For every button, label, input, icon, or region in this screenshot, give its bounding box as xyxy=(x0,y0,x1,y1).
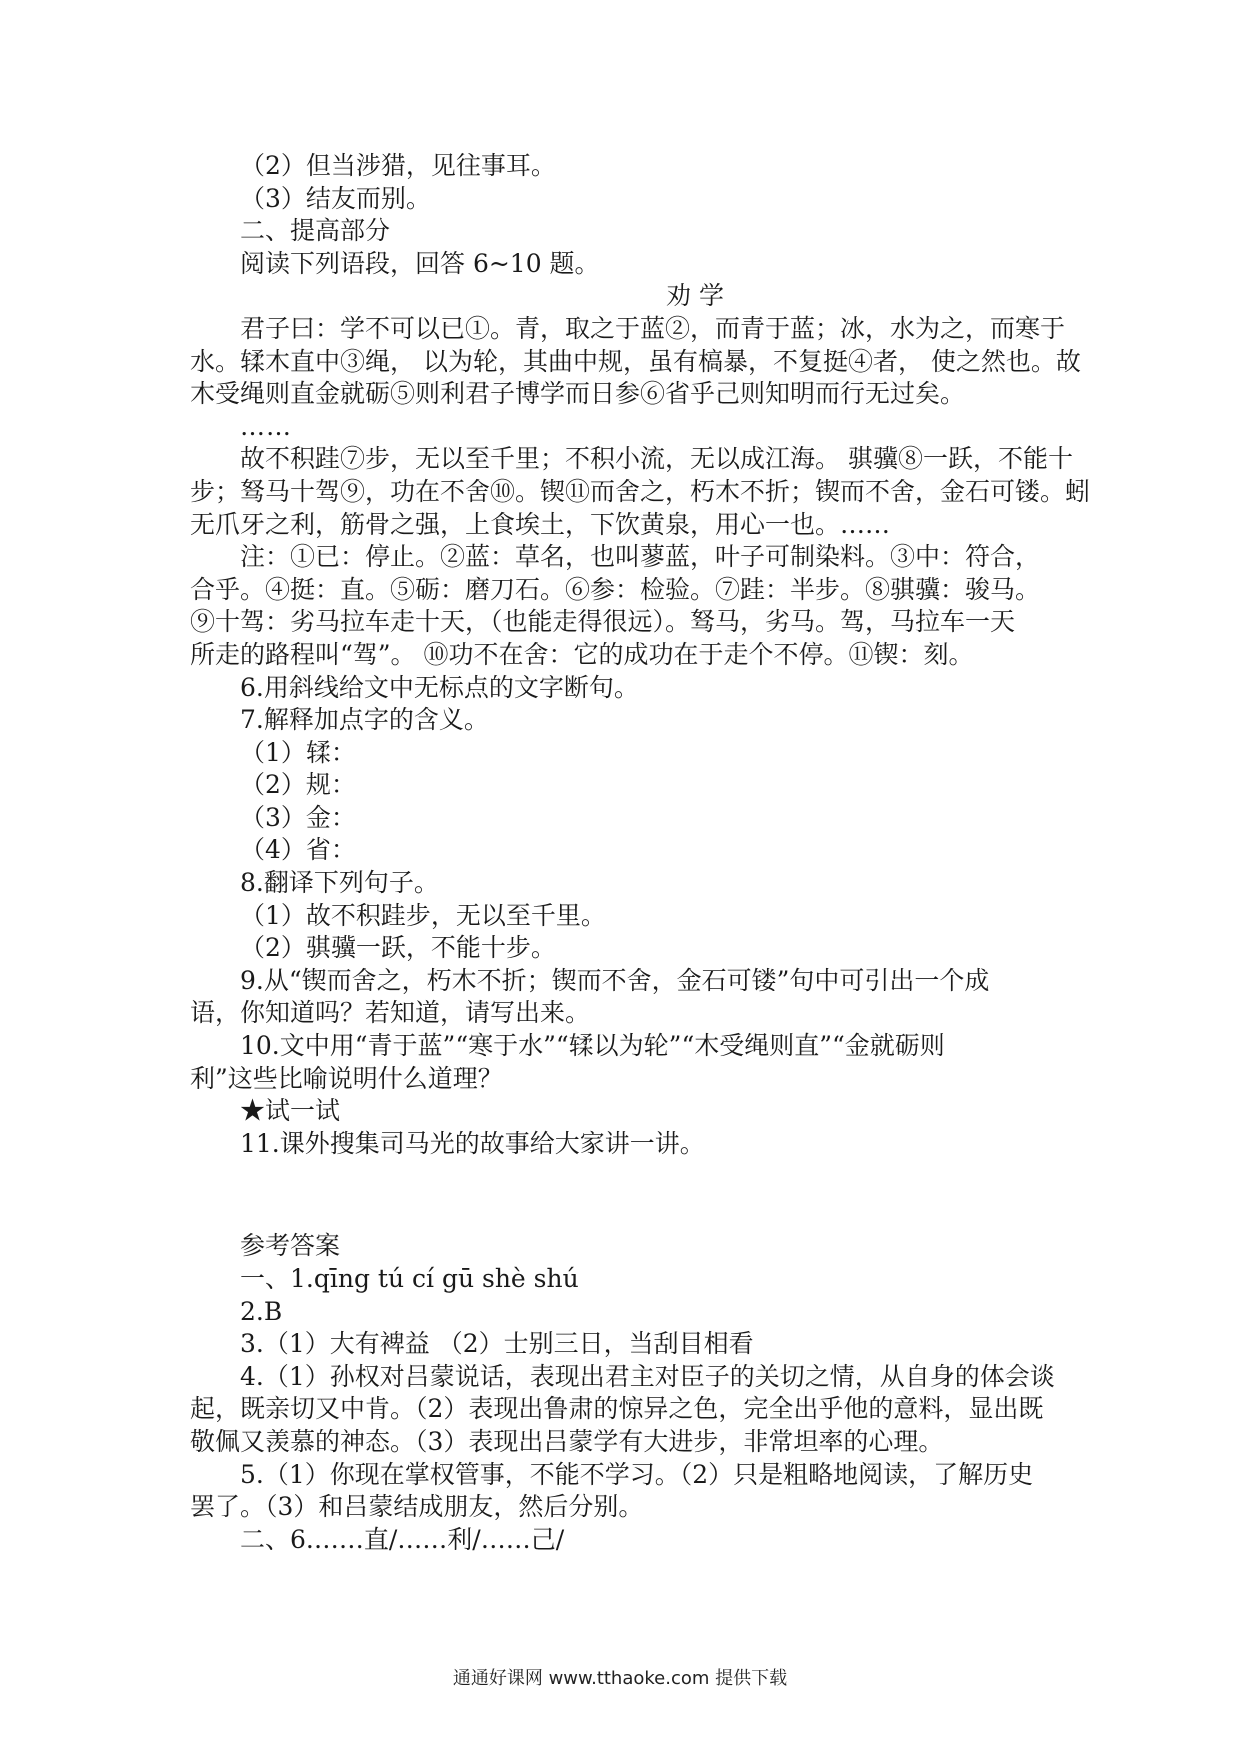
text-line: （2）规： xyxy=(240,770,356,800)
text-line: 一、1.qīng tú cí gū shè shú xyxy=(240,1264,579,1293)
text-line: 参考答案 xyxy=(240,1231,341,1261)
text-line: 木受绳则直金就砺⑤则利君子博学而日参⑥省乎己则知明而行无过矣。 xyxy=(190,379,966,409)
text-line: 2.B xyxy=(240,1296,283,1326)
text-line: （2）但当涉猎，见往事耳。 xyxy=(240,151,556,180)
text-line: 7.解释加点字的含义。 xyxy=(240,705,489,735)
document-body xyxy=(190,150,1091,1556)
text-line: 故不积跬⑦步，无以至千里；不积小流，无以成江海。 骐骥⑧一跃，不能十 xyxy=(240,444,1073,474)
text-line: 利”这些比喻说明什么道理？ xyxy=(190,1063,503,1093)
text-line: 无爪牙之利，筋骨之强，上食埃土，下饮黄泉，用心一也。…… xyxy=(190,509,891,539)
text-line: （2）骐骥一跃，不能十步。 xyxy=(240,933,556,963)
text-line: 阅读下列语段，回答 6~10 题。 xyxy=(240,248,600,278)
text-line: 10.文中用“青于蓝”“寒于水”“𫐓以为轮”“木受绳则直”“金就砺则 xyxy=(240,1031,945,1061)
text-line: （3）结友而别。 xyxy=(240,183,431,213)
text-line: 所走的路程叫“驾”。 ⑩功不在舍：它的成功在于走个不停。⑪锲：刻。 xyxy=(190,639,974,669)
text-line: 3.（1）大有裨益 （2）士别三日，当刮目相看 xyxy=(240,1329,754,1359)
text-line: 水。𫐓木直中③绳， 以为轮，其曲中规，虽有槁暴，不复挺④者， 使之然也。故 xyxy=(190,346,1081,376)
text-line: （1）故不积跬步，无以至千里。 xyxy=(240,900,606,930)
text-line: 君子曰：学不可以已①。青，取之于蓝②，而青于蓝；冰，水为之，而寒于 xyxy=(240,313,1066,343)
text-line: 语，你知道吗？若知道，请写出来。 xyxy=(190,998,591,1028)
page-footer: 通通好课网 www.tthaoke.com 提供下载 xyxy=(452,1668,788,1689)
text-line: （1）𫐓： xyxy=(240,737,356,767)
text-line: …… xyxy=(240,411,292,441)
text-line: 二、6.……直/……利/……己/ xyxy=(240,1524,565,1554)
text-line: 合乎。④挺：直。⑤砺：磨刀石。⑥参：检验。⑦跬：半步。⑧骐骥：骏马。 xyxy=(190,574,1041,604)
text-line: 罢了。（3）和吕蒙结成朋友，然后分别。 xyxy=(190,1492,644,1522)
text-line: 6.用斜线给文中无标点的文字断句。 xyxy=(240,672,639,702)
text-line: 4.（1）孙权对吕蒙说话，表现出君主对臣子的关切之情，从自身的体会谈 xyxy=(240,1361,1055,1391)
text-line: 注：①已：停止。②蓝：草名，也叫蓼蓝，叶子可制染料。③中：符合， xyxy=(240,542,1041,572)
text-line: 9.从“锲而舍之，朽木不折；锲而不舍，金石可镂”句中可引出一个成 xyxy=(240,965,990,995)
text-line: 劝 学 xyxy=(666,281,724,311)
text-line: 起，既亲切又中肯。（2）表现出鲁肃的惊异之色，完全出乎他的意料，显出既 xyxy=(190,1394,1044,1424)
text-line: 11.课外搜集司马光的故事给大家讲一讲。 xyxy=(240,1128,705,1158)
text-line: ★试一试 xyxy=(240,1096,341,1126)
text-line: 5.（1）你现在掌权管事，不能不学习。（2）只是粗略地阅读，了解历史 xyxy=(240,1459,1034,1489)
text-line: （4）省： xyxy=(240,835,356,865)
text-line: 二、提高部分 xyxy=(240,216,391,246)
blank-gap xyxy=(190,1160,1050,1230)
text-line: 敬佩又羡慕的神态。（3）表现出吕蒙学有大进步，非常坦率的心理。 xyxy=(190,1426,944,1456)
text-line: 8.翻译下列句子。 xyxy=(240,868,439,898)
text-line: 步；驽马十驾⑨，功在不舍⑩。锲⑪而舍之，朽木不折；锲而不舍，金石可镂。蚓 xyxy=(190,476,1091,506)
text-line: （3）金： xyxy=(240,802,356,832)
text-line: ⑨十驾：劣马拉车走十天，（也能走得很远）。驽马，劣马。驾，马拉车一天 xyxy=(190,607,1016,637)
